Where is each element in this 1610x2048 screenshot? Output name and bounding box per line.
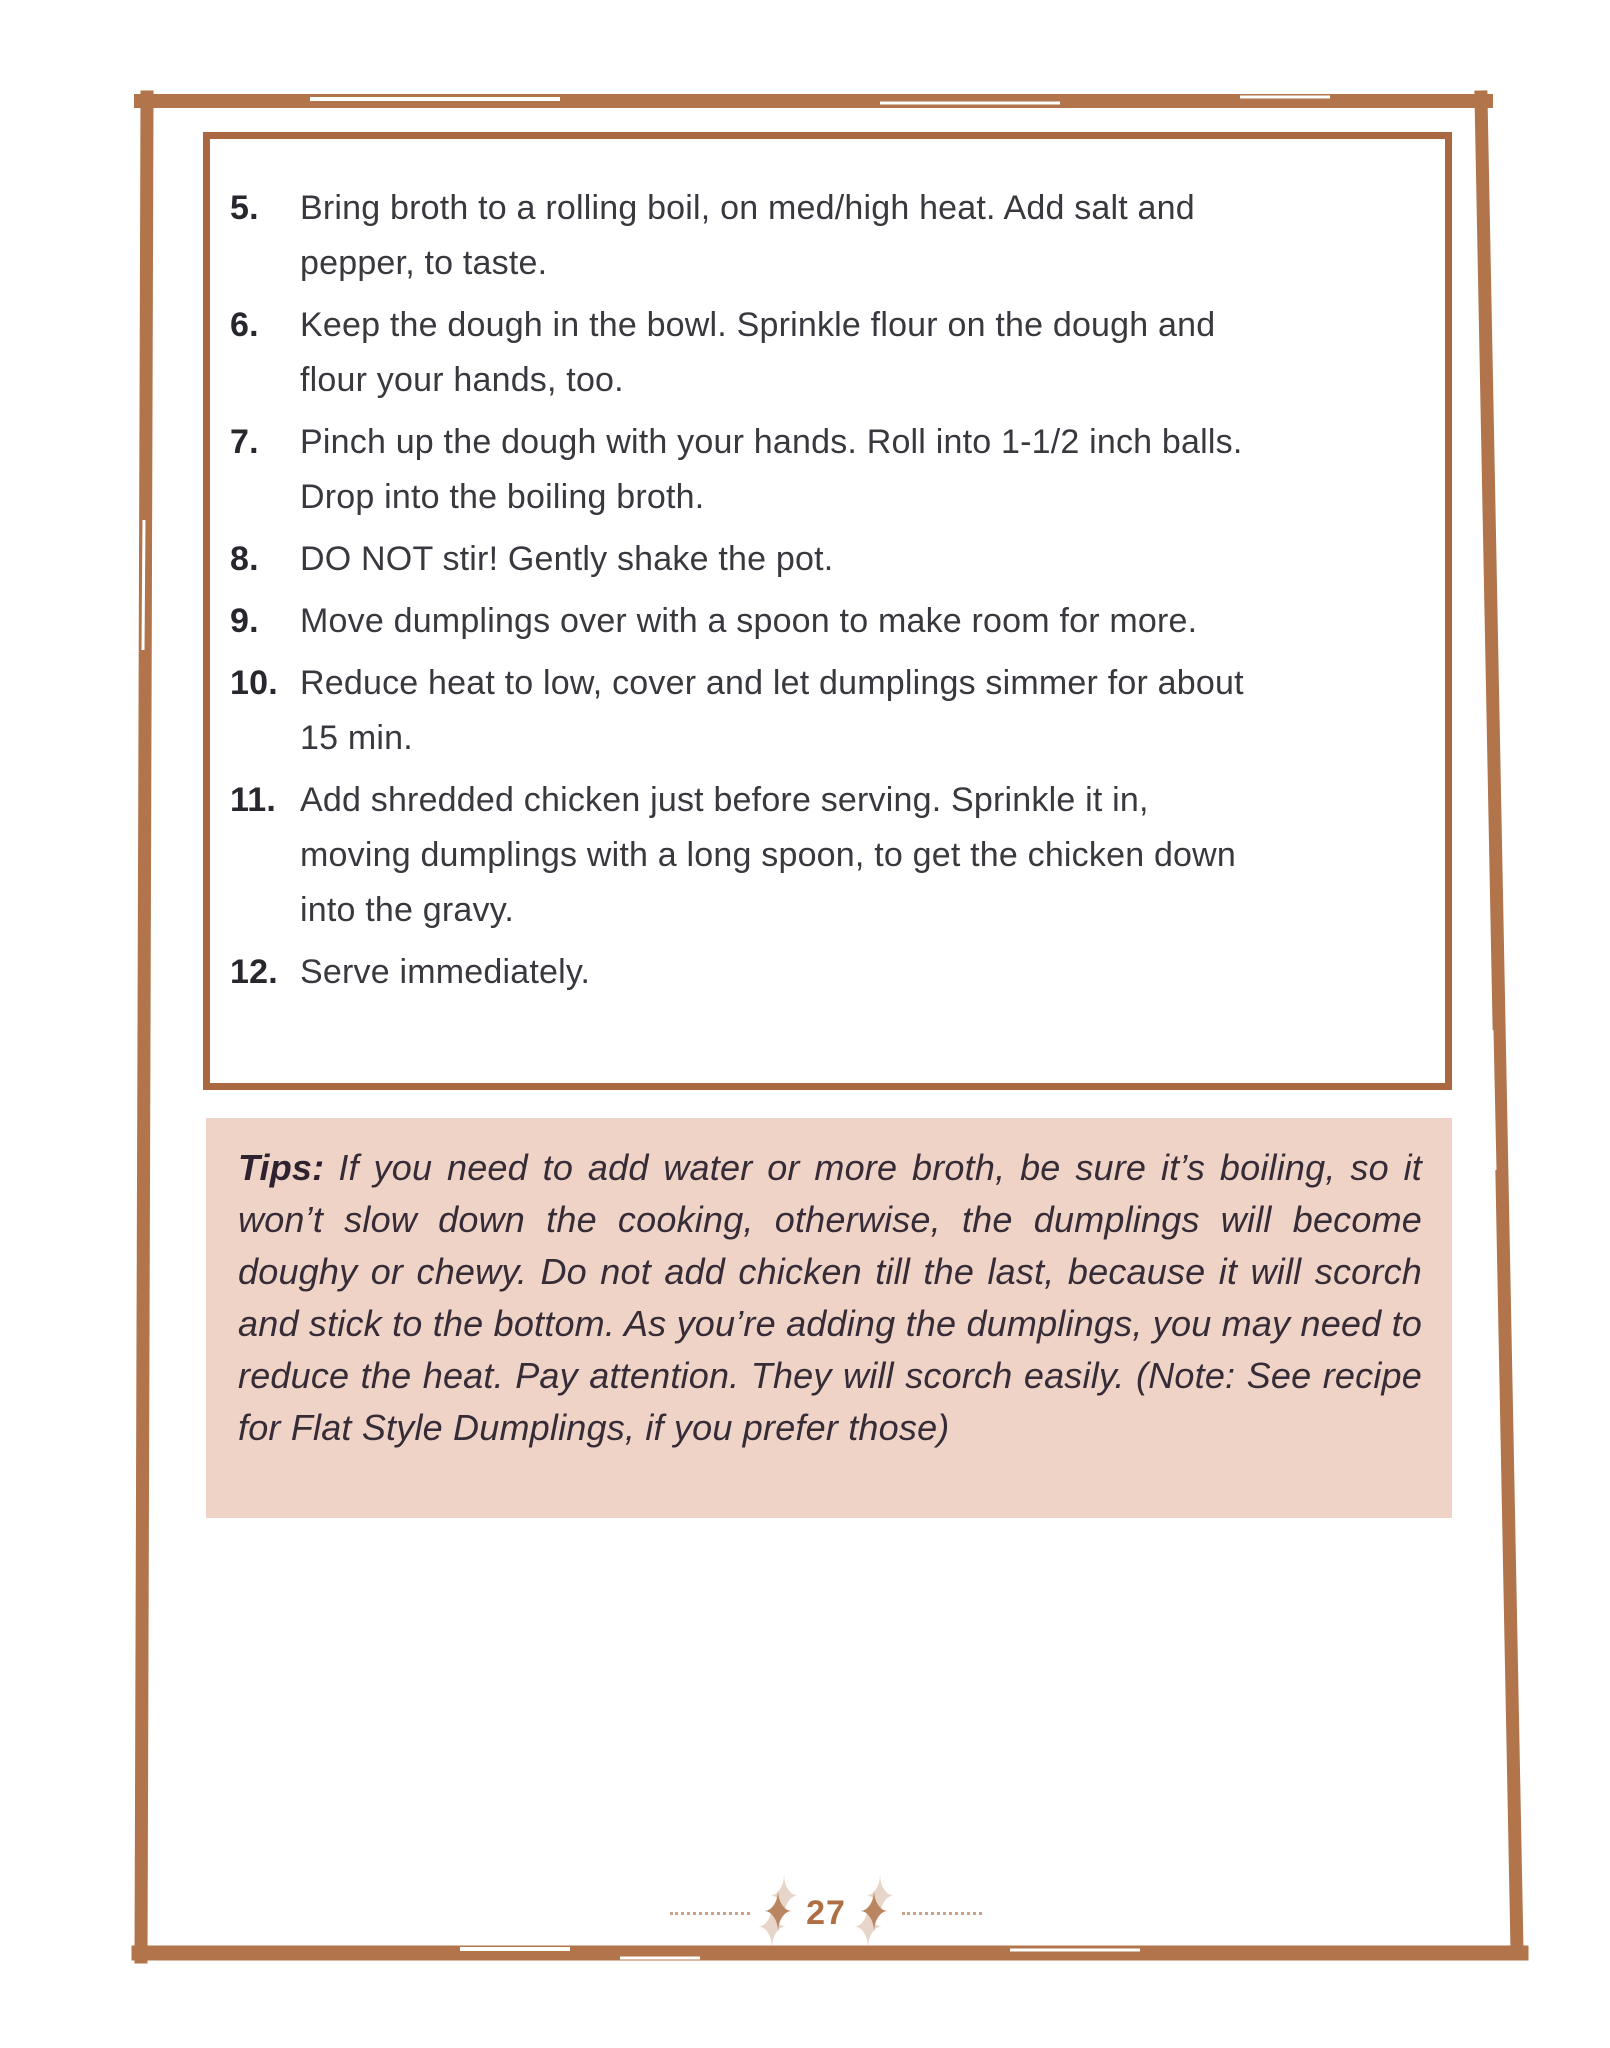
step-item [230,181,1405,291]
page-footer [140,1880,1512,1944]
footer-dotted-rule-right [902,1912,982,1915]
step-item [230,415,1405,525]
step-number: 6. [230,306,259,344]
step-item [230,656,1405,766]
tips-body-text: If you need to add water or more broth, be sure it’s boiling, so it won’t slow down the cooking, otherwise, the dumplings will become doughy or chewy. Do not add chicken till the last, because it will scorch and stick to the bottom. As you’re adding the dumplings, you may need to reduce the heat. Pay attention. They will scorch easily. (Note: See recipe for Flat Style Dumplings, if you prefer those) [238,1147,1422,1448]
step-text: Add shredded chicken just before serving. Sprinkle it in, moving dumplings with a long spoon, to get the chicken down into the gravy. [300,781,1237,929]
instructions-list [230,181,1405,1000]
tips-label: Tips: [238,1147,325,1188]
step-text: DO NOT stir! Gently shake the pot. [300,540,834,578]
tips-paragraph [238,1142,1422,1454]
step-number: 12. [230,953,278,991]
tips-box [206,1118,1452,1518]
step-number: 9. [230,602,259,640]
steps-card [203,132,1452,1090]
step-text: Reduce heat to low, cover and let dumplings simmer for about 15 min. [300,664,1244,757]
step-number: 11. [230,781,276,819]
step-text: Keep the dough in the bowl. Sprinkle flour on the dough and flour your hands, too. [300,306,1216,399]
step-item [230,298,1405,408]
step-item [230,532,1405,587]
sparkle-icon-right: ✦ [858,1880,890,1944]
step-number: 7. [230,423,259,461]
step-item [230,594,1405,649]
step-item [230,773,1405,938]
step-text: Serve immediately. [300,953,591,991]
step-number: 8. [230,540,259,578]
step-text: Bring broth to a rolling boil, on med/high heat. Add salt and pepper, to taste. [300,189,1195,282]
page-number: 27 [806,1893,846,1932]
step-number: 10. [230,664,278,702]
footer-dotted-rule-left [670,1912,750,1915]
step-text: Move dumplings over with a spoon to make room for more. [300,602,1198,640]
step-number: 5. [230,189,259,227]
sparkle-icon-left: ✦ [762,1880,794,1944]
step-item [230,945,1405,1000]
step-text: Pinch up the dough with your hands. Roll into 1-1/2 inch balls. Drop into the boiling broth. [300,423,1243,516]
